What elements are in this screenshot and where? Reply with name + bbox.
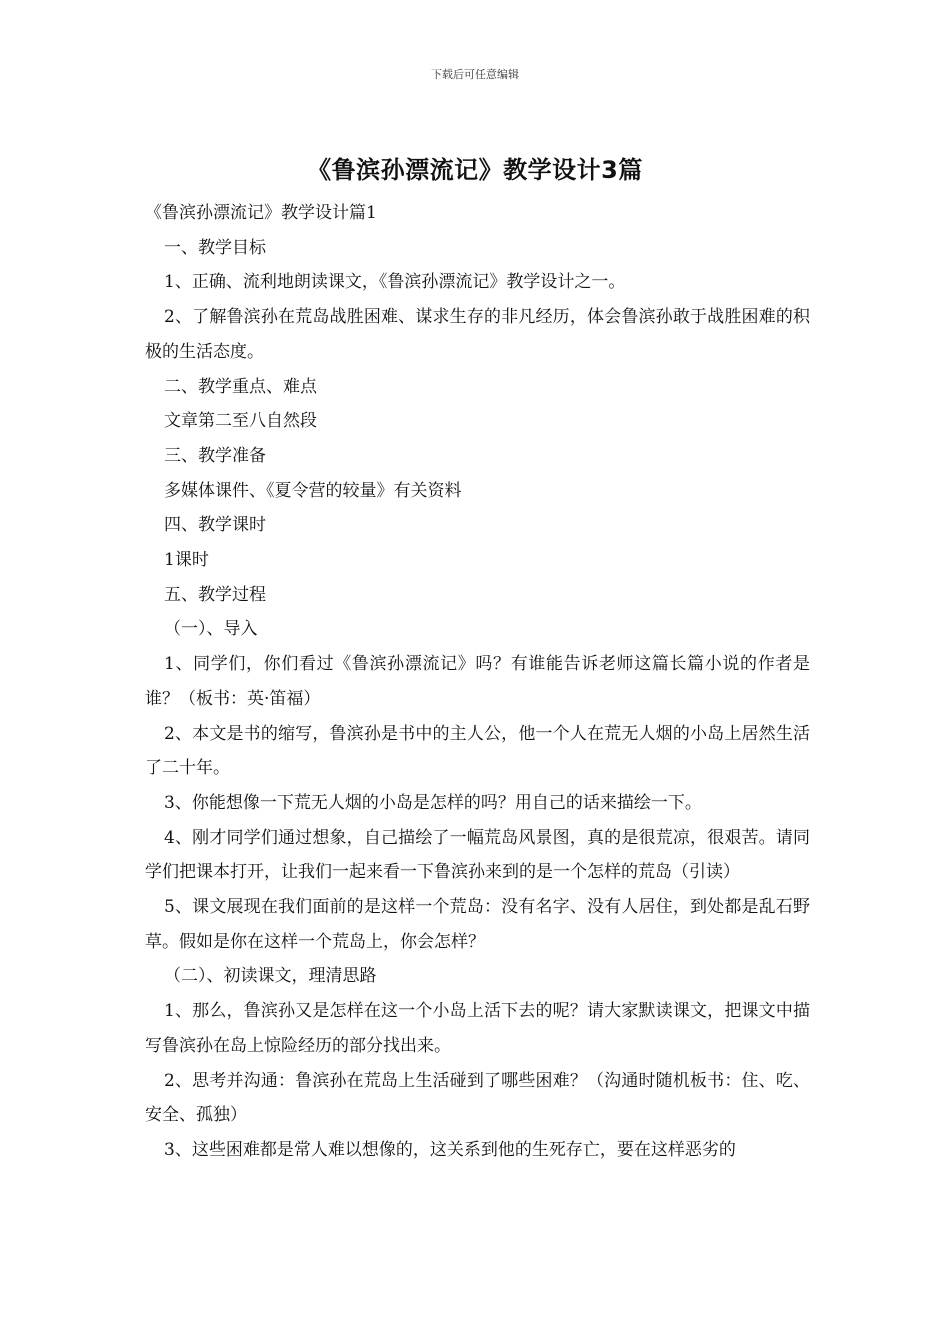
- paragraph: 《鲁滨孙漂流记》教学设计篇1: [145, 203, 377, 223]
- paragraph: 1课时: [164, 550, 209, 571]
- paragraph: 4、刚才同学们通过想象，自己描绘了一幅荒岛风景图，真的是很荒凉，很艰苦。请同学们把课本打开，让我们一起来看一下鲁滨孙来到的是一个怎样的荒岛（引读）: [145, 827, 810, 883]
- paragraph: 5、课文展现在我们面前的是这样一个荒岛：没有名字、没有人居住，到处都是乱石野草。假如是你在这样一个荒岛上，你会怎样？: [145, 897, 810, 952]
- paragraph: 三、教学准备: [164, 445, 266, 466]
- paragraph: 3、你能想像一下荒无人烟的小岛是怎样的吗？用自己的话来描绘一下。: [164, 792, 702, 813]
- document-body: [145, 196, 810, 1168]
- paragraph: （二）、初读课文，理清思路: [164, 966, 377, 987]
- paragraph: 文章第二至八自然段: [164, 411, 317, 432]
- paragraph: 二、教学重点、难点: [164, 376, 317, 397]
- paragraph: 2、了解鲁滨孙在荒岛战胜困难、谋求生存的非凡经历，体会鲁滨孙敢于战胜困难的积极的生活态度。: [145, 307, 810, 362]
- paragraph: 一、教学目标: [164, 237, 266, 258]
- paragraph: 多媒体课件、《夏令营的较量》有关资料: [164, 480, 462, 501]
- paragraph: 2、思考并沟通：鲁滨孙在荒岛上生活碰到了哪些困难？（沟通时随机板书：住、吃、安全、孤独）: [145, 1070, 810, 1126]
- paragraph: 3、这些困难都是常人难以想像的，这关系到他的生死存亡，要在这样恶劣的: [164, 1139, 736, 1160]
- paragraph: 1、同学们，你们看过《鲁滨孙漂流记》吗？有谁能告诉老师这篇长篇小说的作者是谁？（板书：英·笛福）: [145, 654, 810, 709]
- paragraph: 2、本文是书的缩写，鲁滨孙是书中的主人公，他一个人在荒无人烟的小岛上居然生活了二十年。: [145, 723, 810, 779]
- paragraph: 1、正确、流利地朗读课文，《鲁滨孙漂流记》教学设计之一。: [164, 272, 626, 293]
- document-title: 《鲁滨孙漂流记》教学设计3篇: [307, 156, 643, 184]
- header-note: 下载后可任意编辑: [431, 68, 519, 81]
- paragraph: 1、那么，鲁滨孙又是怎样在这一个小岛上活下去的呢？请大家默读课文，把课文中描写鲁滨孙在岛上惊险经历的部分找出来。: [145, 1001, 810, 1056]
- paragraph: 四、教学课时: [164, 515, 266, 536]
- paragraph: （一）、导入: [164, 619, 258, 640]
- paragraph: 五、教学过程: [164, 584, 266, 605]
